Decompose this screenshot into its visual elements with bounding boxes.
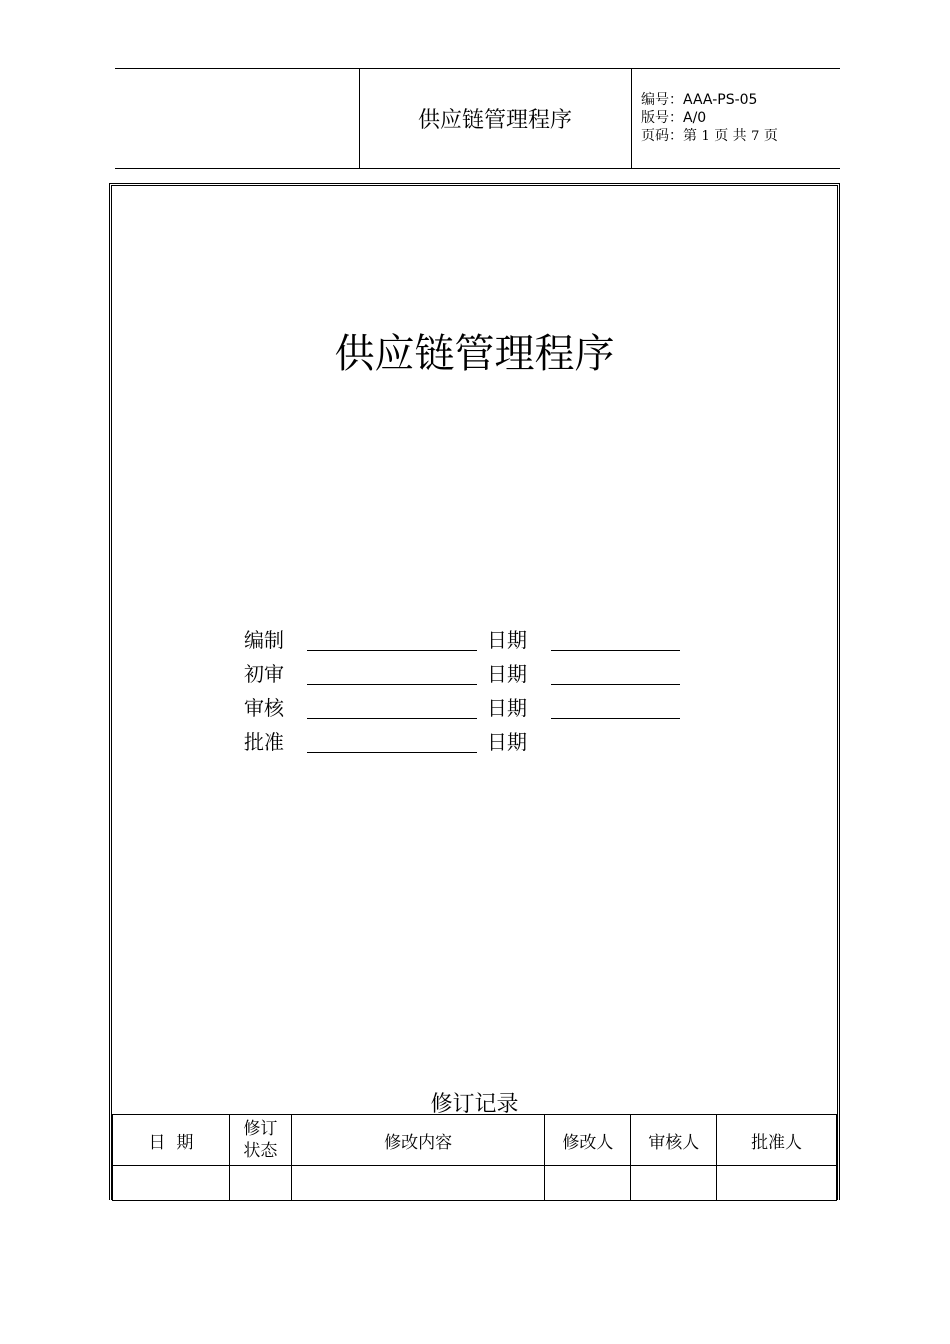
page-suffix: 页 [763,128,778,144]
table-cell [545,1166,631,1201]
page-current: 1 [701,129,710,144]
col-approver: 批准人 [717,1115,837,1166]
table-cell [113,1166,230,1201]
page-number-line [641,127,778,146]
page-prefix: 第 [683,128,697,144]
page-header [115,68,840,169]
doc-number: AAA-PS-05 [683,92,758,108]
signature-row [244,658,684,686]
table-cell [631,1166,717,1201]
signature-row [244,726,684,754]
signature-label: 编制 [244,628,284,652]
version-label: 版号： [641,110,683,126]
header-meta [641,91,778,146]
signature-row [244,692,684,720]
date-line [551,718,680,719]
date-label: 日期 [487,662,527,686]
table-cell [717,1166,837,1201]
col-date: 日 期 [113,1115,230,1166]
header-title: 供应链管理程序 [417,108,572,133]
date-label: 日期 [487,696,527,720]
page-mid: 页 共 [714,128,747,144]
date-label: 日期 [487,730,527,754]
date-line [551,684,680,685]
date-line [551,650,680,651]
signature-line [307,684,477,685]
version: A/0 [683,110,707,126]
col-modifier: 修改人 [545,1115,631,1166]
signature-label: 初审 [244,662,284,686]
signature-label: 批准 [244,730,284,754]
header-divider [631,69,632,168]
date-label: 日期 [487,628,527,652]
signature-line [307,650,477,651]
version-line [641,109,778,127]
col-reviewer: 审核人 [631,1115,717,1166]
col-revision-status-line1: 修订 [243,1119,278,1139]
table-header-row [113,1115,837,1166]
col-revision-status [229,1115,291,1166]
col-change-content: 修改内容 [291,1115,545,1166]
revision-table [112,1114,837,1201]
signature-row [244,624,684,652]
doc-number-label: 编号： [641,92,683,108]
revision-title: 修订记录 [430,1092,519,1117]
document-title: 供应链管理程序 [334,331,615,377]
page-label: 页码： [641,128,683,144]
signature-line [307,752,477,753]
table-cell [291,1166,545,1201]
table-row [113,1166,837,1201]
signature-label: 审核 [244,696,284,720]
doc-number-line [641,91,778,109]
table-cell [229,1166,291,1201]
page-total: 7 [751,129,760,144]
col-revision-status-line2: 状态 [243,1141,278,1161]
cover-frame [109,183,840,1200]
signature-line [307,718,477,719]
